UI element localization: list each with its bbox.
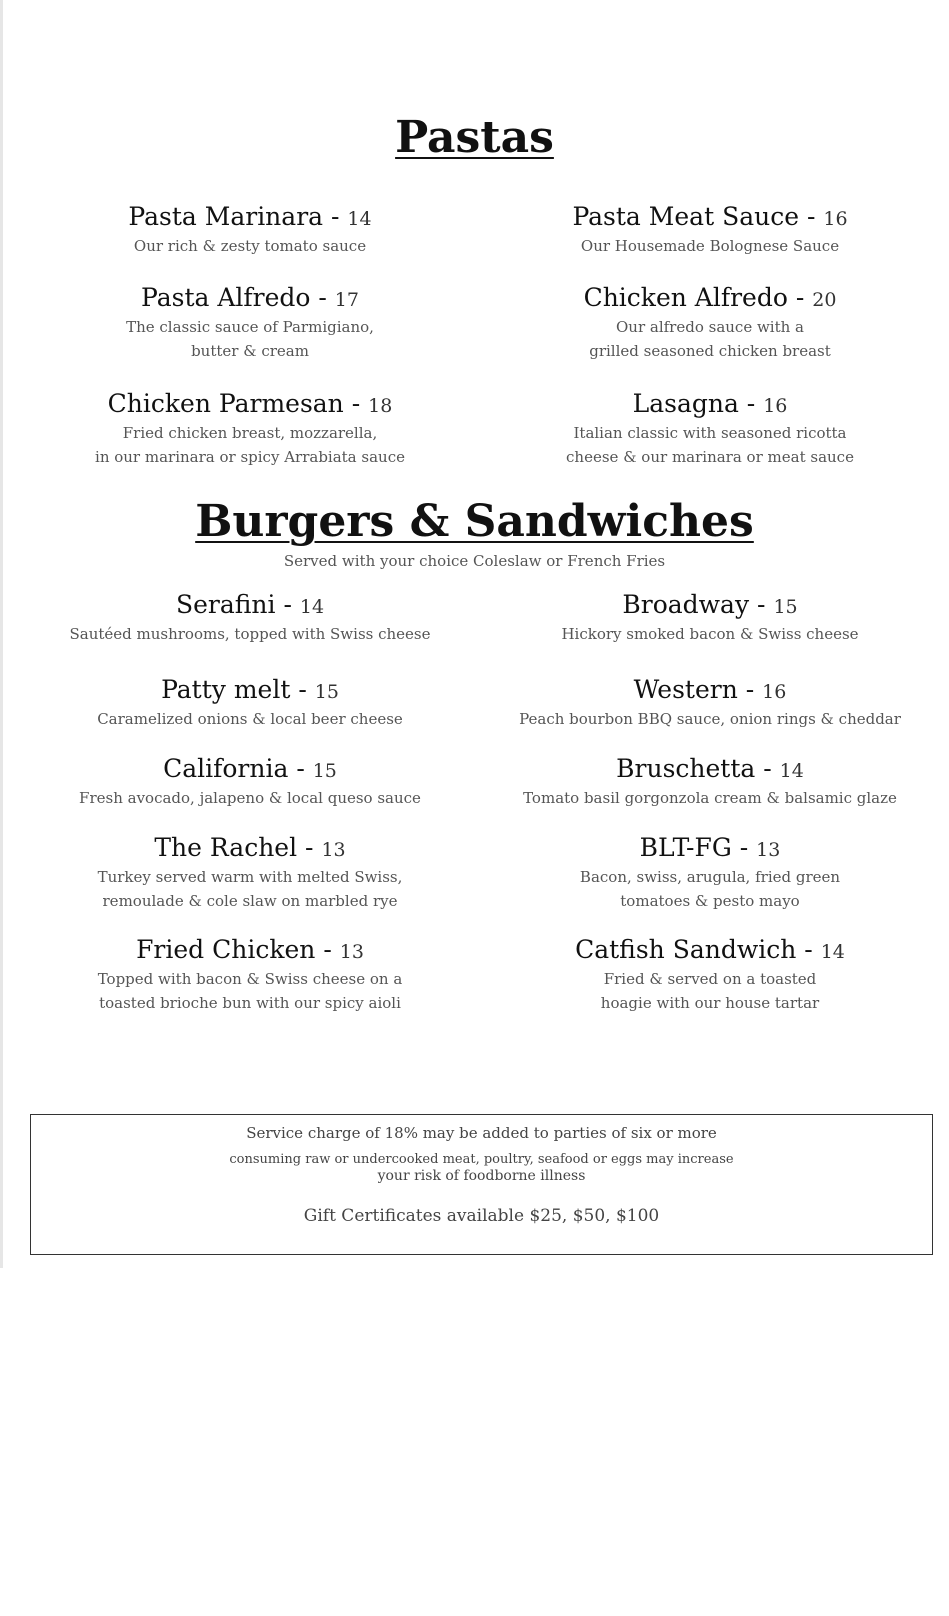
item-price: 14 — [779, 760, 804, 782]
left-edge-rule — [0, 0, 3, 1268]
menu-item — [480, 590, 940, 646]
menu-item — [480, 754, 940, 810]
consumption-warning: consuming raw or undercooked meat, poultry, seafood or eggs may increase — [229, 1152, 734, 1167]
menu-item — [20, 935, 480, 1015]
item-description: The classic sauce of Parmigiano, butter & cream — [126, 318, 374, 360]
service-charge-note: Service charge of 18% may be added to parties of six or more — [246, 1124, 717, 1142]
item-name: Pasta Marinara - 14 — [128, 202, 372, 231]
menu-item — [480, 389, 940, 469]
item-description: Fried chicken breast, mozzarella, in our marinara or spicy Arrabiata sauce — [95, 424, 405, 466]
item-description: Our alfredo sauce with a grilled seasoned chicken breast — [589, 318, 831, 360]
pastas-heading: Pastas — [395, 112, 554, 163]
item-name: Pasta Alfredo - 17 — [141, 283, 359, 312]
item-price: 14 — [299, 596, 325, 618]
notice-box — [30, 1114, 933, 1255]
item-price: 16 — [823, 208, 848, 230]
item-price: 17 — [334, 289, 359, 311]
item-description: Sautéed mushrooms, topped with Swiss cheese — [69, 625, 431, 643]
item-name: Patty melt - 15 — [161, 675, 339, 704]
item-price: 15 — [312, 760, 337, 782]
item-name: Lasagna - 16 — [632, 389, 788, 418]
item-name: Catfish Sandwich - 14 — [575, 935, 845, 964]
item-price: 16 — [762, 681, 787, 703]
item-price: 13 — [756, 839, 781, 861]
menu-item — [20, 283, 480, 363]
item-description: Turkey served warm with melted Swiss, remoulade & cole slaw on marbled rye — [97, 868, 403, 910]
item-price: 13 — [321, 839, 346, 861]
item-name: Chicken Parmesan - 18 — [107, 389, 393, 418]
item-description: Fried & served on a toasted hoagie with our house tartar — [600, 970, 820, 1012]
item-name: The Rachel - 13 — [154, 833, 346, 862]
item-price: 18 — [368, 395, 393, 417]
item-name: Broadway - 15 — [622, 590, 798, 619]
menu-item — [20, 590, 480, 646]
item-name: Fried Chicken - 13 — [136, 935, 364, 964]
item-price: 16 — [763, 395, 788, 417]
item-name: Pasta Meat Sauce - 16 — [572, 202, 848, 231]
menu-item — [20, 389, 480, 469]
menu-item — [480, 935, 940, 1015]
item-description: Bacon, swiss, arugula, fried green tomatoes & pesto mayo — [579, 868, 841, 910]
item-name: Western - 16 — [633, 675, 787, 704]
item-name: Chicken Alfredo - 20 — [583, 283, 837, 312]
item-description: Our rich & zesty tomato sauce — [133, 237, 367, 255]
item-description: Hickory smoked bacon & Swiss cheese — [561, 625, 859, 643]
item-price: 15 — [773, 596, 798, 618]
item-description: Our Housemade Bolognese Sauce — [580, 237, 840, 255]
item-price: 13 — [339, 941, 364, 963]
menu-item — [480, 833, 940, 913]
burgers-subtitle: Served with your choice Coleslaw or French Fries — [283, 552, 666, 570]
menu-item — [480, 675, 940, 731]
item-description: Caramelized onions & local beer cheese — [97, 710, 403, 728]
item-description: Peach bourbon BBQ sauce, onion rings & cheddar — [519, 710, 901, 728]
item-price: 14 — [820, 941, 845, 963]
consumption-warning-continued: your risk of foodborne illness — [377, 1168, 586, 1184]
item-description: Tomato basil gorgonzola cream & balsamic glaze — [523, 789, 897, 807]
item-name: BLT-FG - 13 — [639, 833, 781, 862]
item-name: Bruschetta - 14 — [616, 754, 804, 783]
menu-item — [480, 283, 940, 363]
item-description: Topped with bacon & Swiss cheese on a toasted brioche bun with our spicy aioli — [97, 970, 403, 1012]
item-price: 15 — [314, 681, 339, 703]
item-description: Italian classic with seasoned ricotta cheese & our marinara or meat sauce — [566, 424, 854, 466]
item-name: California - 15 — [163, 754, 337, 783]
item-price: 20 — [812, 289, 837, 311]
menu-item — [20, 754, 480, 810]
item-name: Serafini - 14 — [175, 590, 325, 619]
menu-item — [20, 675, 480, 731]
burgers-heading: Burgers & Sandwiches — [195, 496, 754, 547]
item-description: Fresh avocado, jalapeno & local queso sauce — [79, 789, 421, 807]
menu-item — [20, 833, 480, 913]
item-price: 14 — [347, 208, 372, 230]
menu-item — [20, 202, 480, 258]
gift-certificates-note: Gift Certificates available $25, $50, $100 — [303, 1206, 660, 1226]
menu-item — [480, 202, 940, 258]
